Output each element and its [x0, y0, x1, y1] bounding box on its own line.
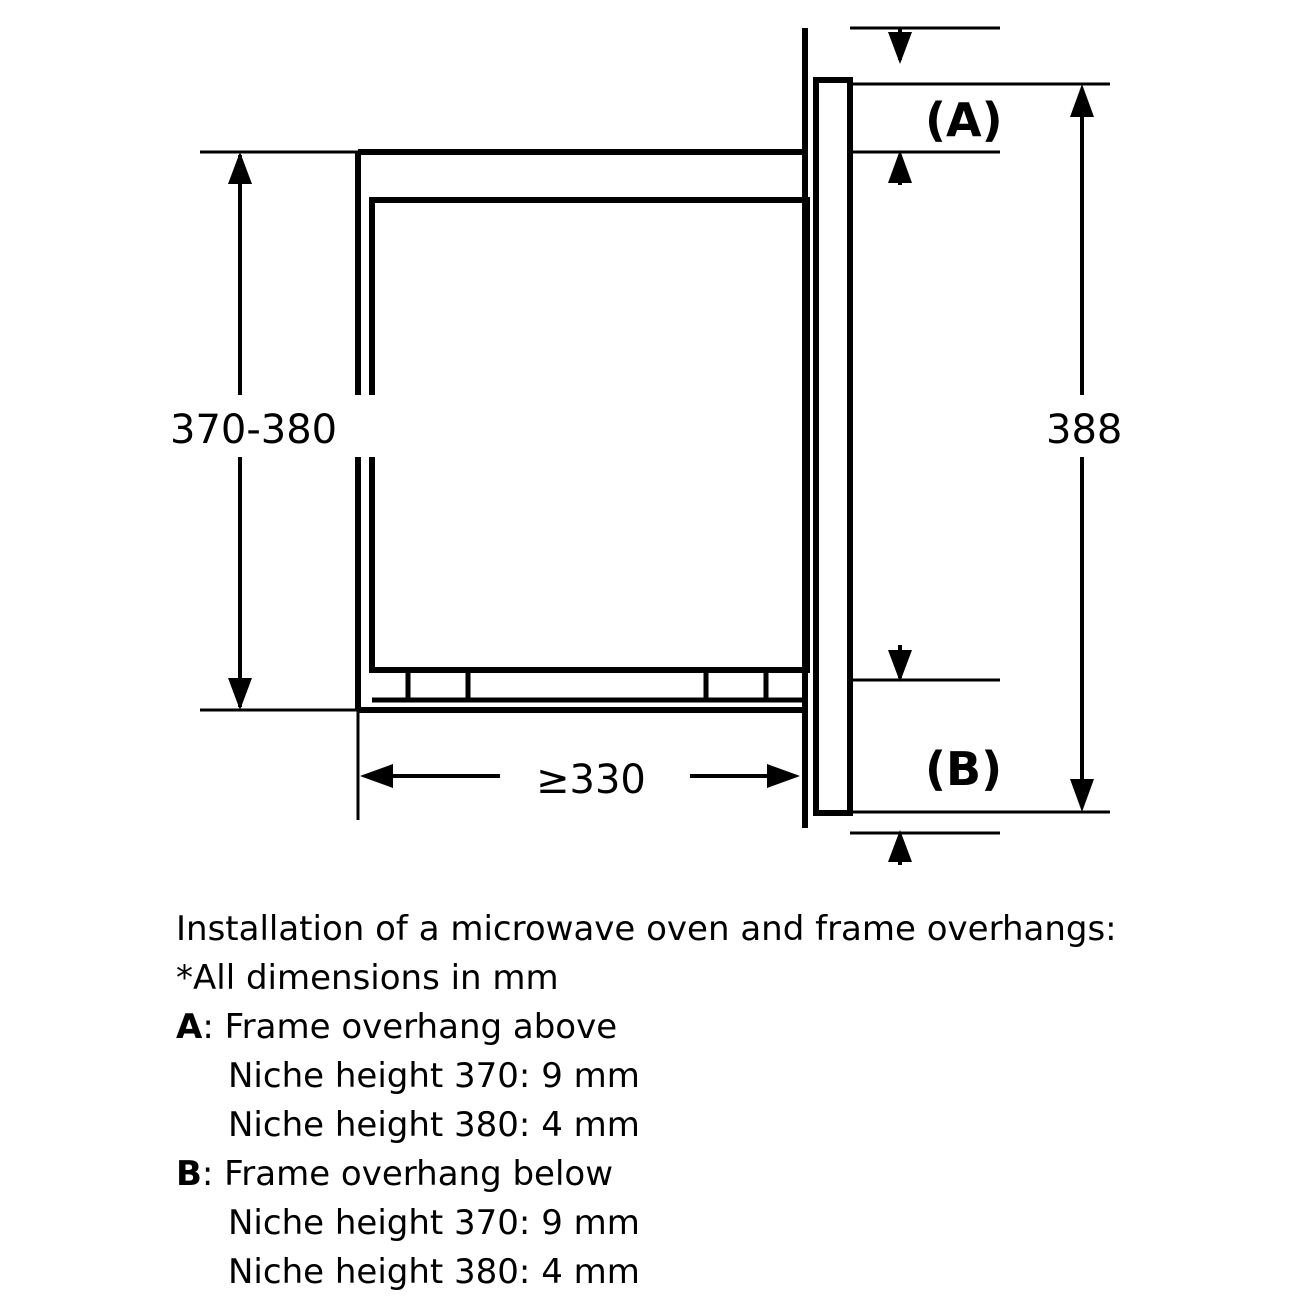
arrow-down-zone-b-top: [888, 650, 912, 682]
arrow-up-niche-height: [228, 152, 252, 184]
caption-text-b: : Frame overhang below: [201, 1154, 614, 1194]
arrow-right-depth: [767, 764, 800, 788]
caption-line-a: [176, 1003, 1276, 1052]
caption-line-b-detail-2: Niche height 380: 4 mm: [228, 1252, 640, 1292]
arrow-down-total-height: [1070, 779, 1094, 812]
caption-text-a: : Frame overhang above: [202, 1007, 618, 1047]
arrow-up-zone-a-bottom: [888, 150, 912, 183]
caption-line-a-detail-2: Niche height 380: 4 mm: [228, 1105, 640, 1145]
caption-line-units: *All dimensions in mm: [176, 958, 559, 998]
caption-block: [176, 905, 1276, 1297]
appliance-foot-right: [706, 670, 766, 700]
dim-label-total-height: 388: [1046, 407, 1123, 453]
arrow-up-total-height: [1070, 84, 1094, 117]
zone-label-a: (A): [925, 93, 1003, 147]
appliance-foot-left: [408, 670, 468, 700]
dim-label-niche-height: 370-380: [170, 407, 338, 453]
arrow-up-zone-b-bottom: [888, 830, 912, 862]
caption-line-a-detail-1: Niche height 370: 9 mm: [228, 1056, 640, 1096]
caption-line-b: [176, 1150, 1276, 1199]
dim-label-depth: ≥330: [536, 757, 646, 803]
zone-label-b: (B): [925, 742, 1003, 796]
caption-key-b: B: [176, 1154, 202, 1194]
front-frame-panel: [816, 80, 850, 813]
arrow-left-depth: [360, 764, 393, 788]
caption-line-title: Installation of a microwave oven and frame overhangs:: [176, 909, 1117, 949]
caption-line-b-detail-1: Niche height 370: 9 mm: [228, 1203, 640, 1243]
arrow-down-zone-a-top: [888, 32, 912, 64]
caption-key-a: A: [176, 1007, 203, 1047]
arrow-down-niche-height: [228, 678, 252, 710]
